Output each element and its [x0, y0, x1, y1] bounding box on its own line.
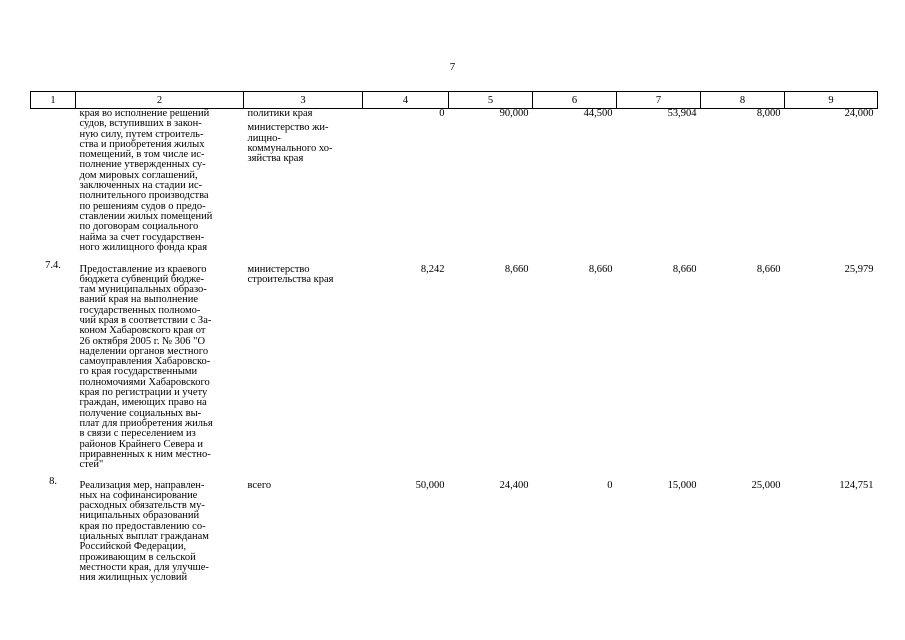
value-cell: 24,000: [844, 108, 874, 119]
row-number: 8.: [49, 475, 57, 487]
value-cell: 25,979: [844, 263, 874, 275]
value-cell: 15,000: [667, 479, 697, 491]
page-number: 7: [449, 61, 456, 73]
value-cell: 90,000: [499, 108, 529, 119]
value-cell: 124,751: [839, 479, 874, 491]
value-cell: 50,000: [415, 479, 445, 491]
column-header: 8: [701, 92, 785, 109]
value-cell: 53,904: [667, 108, 697, 119]
column-header: 4: [363, 92, 449, 109]
value-cell: 8,000: [756, 108, 781, 119]
executor: министерство строительства края: [247, 263, 334, 285]
column-header: 6: [533, 92, 617, 109]
value-cell: 8,660: [756, 263, 781, 275]
measure-description: края во исполнение решений судов, вступивших в закон- ную силу, путем строитель- ства и приобретения жилых помещений, в том числе ис- полнение утвержденных су- дом мировых соглашений, заключенных на стадии ис- полнительного производства по решениям судов о предо- ставлении жилых помещений по договорам социального найма за счет государствен- ного жилищного фонда края: [79, 108, 213, 253]
executor: министерство жи- лищно- коммунального хо- зяйства края: [247, 122, 333, 165]
value-cell: 8,660: [672, 263, 697, 275]
value-cell: 8,660: [504, 263, 529, 275]
value-cell: 24,400: [499, 479, 529, 491]
value-cell: 0: [607, 479, 613, 491]
column-header: 5: [449, 92, 533, 109]
row-number: [31, 109, 76, 261]
column-header: 7: [617, 92, 701, 109]
value-cell: 8,660: [588, 263, 613, 275]
executor: всего: [247, 479, 272, 491]
row-number: 7.4.: [45, 259, 61, 271]
value-cell: 25,000: [751, 479, 781, 491]
measure-description: Реализация мер, направлен- ных на софинансирование расходных обязательств му- ниципальных образований края по предоставлению со- циальных выплат гражданам Российской Федерации, проживающим в сельской местности края, для улучше- ния жилищных условий: [79, 479, 209, 584]
column-header: 9: [785, 92, 878, 109]
column-number-row: [31, 92, 878, 109]
column-header: 2: [76, 92, 244, 109]
program-table: [30, 91, 878, 583]
value-cell: 8,242: [420, 263, 445, 275]
measure-description: Предоставление из краевого бюджета субвенций бюдже- там муниципальных образо- ваний края на выполнение государственных полномо- чий края в соответствии с За- коном Хабаровского края от 26 октября 2005 г. № 306 "О наделении органов местного самоуправления Хабаровско- го края государственными полномочиями Хабаровского края по регистрации и учету граждан, имеющих право на получение социальных вы- плат для приобретения жилья в связи с переселением из районов Крайнего Севера и приравненных к ним местно- стей": [79, 263, 213, 471]
table-row: [31, 109, 878, 261]
column-header: 3: [244, 92, 363, 109]
value-cell: 0: [439, 108, 445, 119]
table-row: [31, 261, 878, 477]
executor-continued: политики края: [247, 108, 313, 119]
value-cell: 44,500: [583, 108, 613, 119]
table-row: [31, 477, 878, 584]
executor-cell: [244, 109, 363, 261]
column-header: 1: [31, 92, 76, 109]
